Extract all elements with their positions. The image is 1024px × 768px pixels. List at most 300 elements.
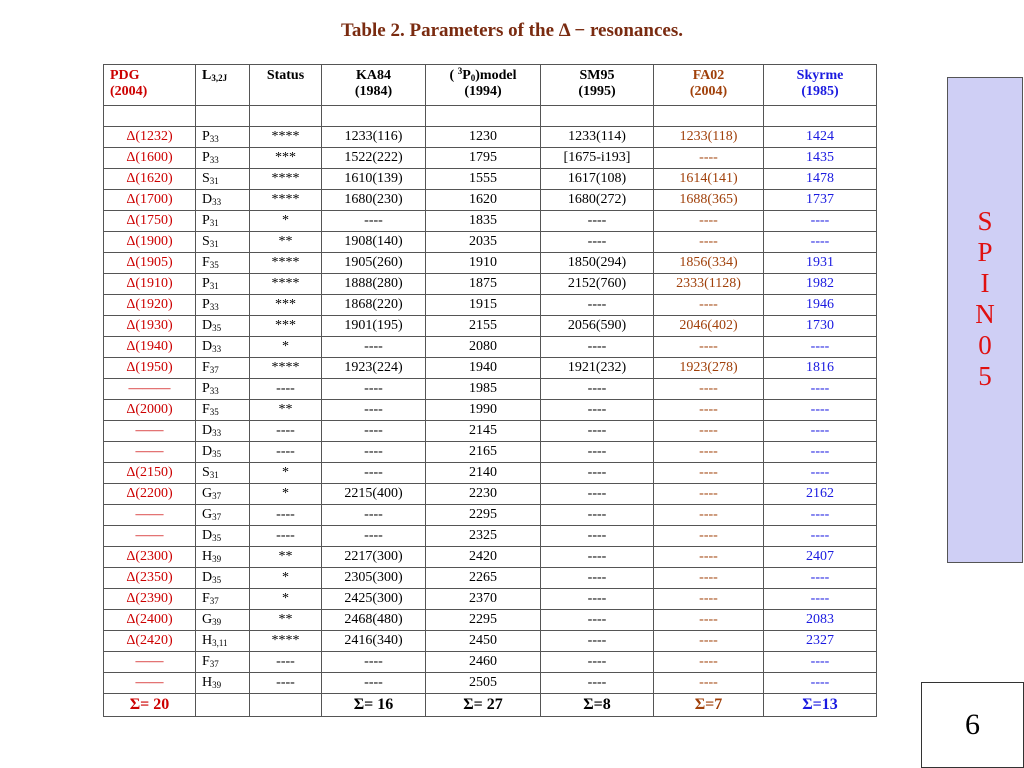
cell-p0-model: 2295 (426, 505, 541, 526)
cell-l (196, 568, 250, 589)
cell-skyrme: ---- (764, 211, 877, 232)
header-fa02-name: FA02 (692, 68, 725, 83)
cell-l (196, 673, 250, 694)
cell-sm95: 1850(294) (541, 253, 654, 274)
cell-l-main: P (202, 297, 210, 312)
table-row (104, 631, 877, 652)
cell-skyrme: 1730 (764, 316, 877, 337)
cell-status: **** (250, 169, 322, 190)
header-sm95-name: SM95 (579, 68, 615, 83)
cell-l-sub: 39 (212, 617, 222, 627)
cell-p0-model: 1620 (426, 190, 541, 211)
header-l-main: L (202, 68, 212, 83)
cell-status: * (250, 589, 322, 610)
cell-p0-model: 2265 (426, 568, 541, 589)
cell-status: **** (250, 190, 322, 211)
cell-p0-model: 2460 (426, 652, 541, 673)
cell-l-sub: 39 (212, 680, 222, 690)
cell-l-main: F (202, 360, 210, 375)
cell-status: ---- (250, 442, 322, 463)
cell-l-main: P (202, 129, 210, 144)
cell-l-sub: 33 (209, 302, 219, 312)
spin-letters (948, 206, 1022, 392)
cell-p0-model: 2370 (426, 589, 541, 610)
sum-skyrme: Σ=13 (764, 694, 877, 717)
table-row (104, 190, 877, 211)
cell-ka84: ---- (322, 337, 426, 358)
cell-l (196, 232, 250, 253)
cell-ka84: 2416(340) (322, 631, 426, 652)
cell-fa02: ---- (654, 652, 764, 673)
cell-l (196, 358, 250, 379)
sum-pdg: Σ= 20 (104, 694, 196, 717)
cell-fa02: ---- (654, 463, 764, 484)
cell-fa02: 1688(365) (654, 190, 764, 211)
cell-status: * (250, 337, 322, 358)
cell-ka84: ---- (322, 526, 426, 547)
cell-l (196, 169, 250, 190)
cell-l-main: F (202, 255, 210, 270)
cell-l (196, 337, 250, 358)
cell-ka84: 1901(195) (322, 316, 426, 337)
cell-p0-model: 2295 (426, 610, 541, 631)
cell-fa02: ---- (654, 337, 764, 358)
cell-l-main: H (202, 633, 213, 648)
spin-letter: I (980, 268, 990, 298)
header-l-sub: 3,2J (211, 73, 228, 83)
cell-l-sub: 37 (209, 365, 219, 375)
header-p0-sub: 0 (470, 73, 476, 83)
table-row (104, 295, 877, 316)
cell-fa02: ---- (654, 148, 764, 169)
cell-skyrme: 1816 (764, 358, 877, 379)
cell-l (196, 547, 250, 568)
cell-fa02: ---- (654, 610, 764, 631)
spin-letter: P (977, 237, 993, 267)
header-p0-year: (1994) (464, 84, 502, 99)
cell-p0-model: 1915 (426, 295, 541, 316)
cell-pdg: Δ(1950) (104, 358, 196, 379)
cell-l (196, 379, 250, 400)
cell-ka84: 1908(140) (322, 232, 426, 253)
spin-letter: 0 (978, 330, 992, 360)
header-skyrme-year: (1985) (801, 84, 839, 99)
cell-l (196, 505, 250, 526)
header-p0-sup: 3 (457, 66, 463, 76)
cell-pdg: Δ(2200) (104, 484, 196, 505)
cell-sm95: ---- (541, 232, 654, 253)
blank-cell (764, 106, 877, 127)
cell-sm95: 1617(108) (541, 169, 654, 190)
cell-fa02: ---- (654, 400, 764, 421)
cell-sm95: [1675-i193] (541, 148, 654, 169)
cell-skyrme: 1946 (764, 295, 877, 316)
cell-l (196, 400, 250, 421)
cell-sm95: ---- (541, 589, 654, 610)
cell-l-main: D (202, 318, 213, 333)
cell-p0-model: 1230 (426, 127, 541, 148)
cell-fa02: ---- (654, 232, 764, 253)
header-skyrme-name: Skyrme (796, 68, 844, 83)
header-fa02-year: (2004) (689, 84, 728, 99)
cell-l-main: P (202, 276, 210, 291)
cell-sm95: ---- (541, 421, 654, 442)
header-skyrme (764, 65, 877, 106)
cell-fa02: 2046(402) (654, 316, 764, 337)
cell-l-main: F (202, 591, 210, 606)
header-status-label: Status (266, 68, 305, 83)
cell-l (196, 316, 250, 337)
cell-skyrme: ---- (764, 400, 877, 421)
cell-l-sub: 35 (212, 449, 222, 459)
header-p0-model (426, 65, 541, 106)
cell-l-main: S (202, 465, 210, 480)
blank-cell (104, 106, 196, 127)
cell-l-main: D (202, 570, 213, 585)
cell-p0-model: 1555 (426, 169, 541, 190)
cell-ka84: ---- (322, 505, 426, 526)
cell-skyrme: ---- (764, 673, 877, 694)
cell-status: ** (250, 610, 322, 631)
header-l (196, 65, 250, 106)
cell-pdg: Δ(1750) (104, 211, 196, 232)
cell-pdg: —— (104, 421, 196, 442)
cell-l-sub: 37 (212, 512, 222, 522)
cell-pdg: Δ(2300) (104, 547, 196, 568)
cell-skyrme: 2083 (764, 610, 877, 631)
cell-l-main: D (202, 444, 213, 459)
cell-ka84: 1868(220) (322, 295, 426, 316)
cell-status: *** (250, 295, 322, 316)
cell-l-sub: 31 (209, 281, 219, 291)
table-row (104, 400, 877, 421)
cell-l-main: S (202, 234, 210, 249)
cell-sm95: 1921(232) (541, 358, 654, 379)
table-row (104, 337, 877, 358)
cell-fa02: ---- (654, 442, 764, 463)
spin-letter: N (975, 299, 995, 329)
cell-p0-model: 2080 (426, 337, 541, 358)
table-row (104, 379, 877, 400)
cell-ka84: 2425(300) (322, 589, 426, 610)
cell-sm95: 2152(760) (541, 274, 654, 295)
cell-ka84: 1680(230) (322, 190, 426, 211)
cell-l-sub: 33 (212, 344, 222, 354)
cell-status: ** (250, 547, 322, 568)
cell-skyrme: 1435 (764, 148, 877, 169)
cell-sm95: ---- (541, 547, 654, 568)
header-p0-post: )model (475, 68, 517, 83)
cell-p0-model: 1835 (426, 211, 541, 232)
cell-fa02: ---- (654, 631, 764, 652)
cell-l-main: H (202, 549, 213, 564)
cell-sm95: ---- (541, 568, 654, 589)
cell-ka84: ---- (322, 442, 426, 463)
header-status (250, 65, 322, 106)
cell-l-sub: 35 (209, 260, 219, 270)
cell-skyrme: 1982 (764, 274, 877, 295)
cell-l-sub: 33 (209, 155, 219, 165)
cell-fa02: ---- (654, 211, 764, 232)
blank-cell (322, 106, 426, 127)
cell-l-sub: 31 (209, 470, 219, 480)
cell-ka84: 2305(300) (322, 568, 426, 589)
blank-cell (426, 106, 541, 127)
cell-l-sub: 35 (209, 407, 219, 417)
cell-p0-model: 1795 (426, 148, 541, 169)
cell-fa02: ---- (654, 673, 764, 694)
cell-l (196, 211, 250, 232)
table-row (104, 169, 877, 190)
cell-sm95: ---- (541, 610, 654, 631)
table-row (104, 253, 877, 274)
spin-letter: 5 (978, 361, 992, 391)
cell-l-sub: 33 (212, 197, 222, 207)
cell-status: ** (250, 232, 322, 253)
cell-ka84: ---- (322, 400, 426, 421)
cell-fa02: ---- (654, 484, 764, 505)
cell-pdg: Δ(1920) (104, 295, 196, 316)
resonance-table (103, 64, 877, 717)
cell-status: **** (250, 253, 322, 274)
cell-ka84: ---- (322, 652, 426, 673)
cell-status: ---- (250, 673, 322, 694)
cell-status: **** (250, 631, 322, 652)
sum-fa02: Σ=7 (654, 694, 764, 717)
cell-sm95: ---- (541, 673, 654, 694)
cell-status: * (250, 568, 322, 589)
cell-skyrme: ---- (764, 589, 877, 610)
cell-p0-model: 1990 (426, 400, 541, 421)
cell-pdg: Δ(2350) (104, 568, 196, 589)
cell-sm95: ---- (541, 442, 654, 463)
cell-l-main: F (202, 654, 210, 669)
cell-l-main: D (202, 192, 213, 207)
table-row (104, 568, 877, 589)
cell-ka84: ---- (322, 211, 426, 232)
cell-pdg: ——— (104, 379, 196, 400)
header-ka84-year: (1984) (354, 84, 393, 99)
cell-pdg: —— (104, 673, 196, 694)
cell-status: ---- (250, 505, 322, 526)
cell-pdg: Δ(2420) (104, 631, 196, 652)
cell-l-main: F (202, 402, 210, 417)
cell-sm95: ---- (541, 295, 654, 316)
cell-p0-model: 2165 (426, 442, 541, 463)
cell-status: * (250, 211, 322, 232)
cell-fa02: ---- (654, 295, 764, 316)
cell-fa02: 1923(278) (654, 358, 764, 379)
cell-ka84: 2215(400) (322, 484, 426, 505)
cell-l-sub: 37 (209, 596, 219, 606)
cell-l-sub: 33 (209, 134, 219, 144)
table-row (104, 463, 877, 484)
cell-sm95: ---- (541, 631, 654, 652)
cell-l-sub: 3,11 (212, 638, 228, 648)
cell-ka84: ---- (322, 463, 426, 484)
cell-skyrme: ---- (764, 337, 877, 358)
cell-l-main: P (202, 381, 210, 396)
cell-pdg: —— (104, 442, 196, 463)
cell-p0-model: 1940 (426, 358, 541, 379)
table-row (104, 547, 877, 568)
cell-skyrme: 1424 (764, 127, 877, 148)
cell-status: ** (250, 400, 322, 421)
cell-p0-model: 2140 (426, 463, 541, 484)
cell-sm95: ---- (541, 484, 654, 505)
header-pdg-year: (2004) (110, 84, 148, 99)
spin-letter: S (977, 206, 993, 236)
cell-ka84: 1233(116) (322, 127, 426, 148)
cell-p0-model: 2450 (426, 631, 541, 652)
table-row (104, 526, 877, 547)
cell-l (196, 442, 250, 463)
cell-sm95: ---- (541, 526, 654, 547)
cell-status: *** (250, 148, 322, 169)
cell-p0-model: 2035 (426, 232, 541, 253)
table-row (104, 421, 877, 442)
cell-l (196, 484, 250, 505)
cell-skyrme: 1931 (764, 253, 877, 274)
cell-status: *** (250, 316, 322, 337)
cell-l-sub: 31 (209, 239, 219, 249)
table-row (104, 127, 877, 148)
cell-l (196, 589, 250, 610)
cell-l-main: P (202, 150, 210, 165)
cell-l (196, 421, 250, 442)
cell-pdg: Δ(1910) (104, 274, 196, 295)
cell-status: ---- (250, 421, 322, 442)
cell-l-sub: 31 (209, 218, 219, 228)
cell-l-main: G (202, 612, 213, 627)
cell-l-main: P (202, 213, 210, 228)
table-row (104, 148, 877, 169)
cell-l-sub: 39 (212, 554, 222, 564)
cell-p0-model: 2145 (426, 421, 541, 442)
cell-pdg: Δ(2000) (104, 400, 196, 421)
blank-cell (250, 106, 322, 127)
table-row (104, 610, 877, 631)
cell-status: ---- (250, 526, 322, 547)
cell-skyrme: 2162 (764, 484, 877, 505)
cell-pdg: Δ(2150) (104, 463, 196, 484)
table-row (104, 316, 877, 337)
cell-fa02: ---- (654, 421, 764, 442)
cell-pdg: Δ(2400) (104, 610, 196, 631)
cell-pdg: Δ(1600) (104, 148, 196, 169)
cell-fa02: ---- (654, 589, 764, 610)
cell-ka84: 2468(480) (322, 610, 426, 631)
blank-cell (196, 106, 250, 127)
cell-sm95: 1680(272) (541, 190, 654, 211)
cell-l (196, 274, 250, 295)
cell-p0-model: 1985 (426, 379, 541, 400)
header-pdg (104, 65, 196, 106)
table-row (104, 442, 877, 463)
cell-fa02: ---- (654, 547, 764, 568)
cell-l-sub: 35 (212, 323, 222, 333)
cell-skyrme: 1737 (764, 190, 877, 211)
cell-fa02: 1614(141) (654, 169, 764, 190)
cell-l (196, 190, 250, 211)
cell-ka84: ---- (322, 673, 426, 694)
header-p0-main: P (462, 68, 471, 83)
cell-fa02: ---- (654, 568, 764, 589)
sum-sm95: Σ=8 (541, 694, 654, 717)
cell-sm95: 2056(590) (541, 316, 654, 337)
cell-fa02: 2333(1128) (654, 274, 764, 295)
cell-l-sub: 35 (212, 575, 222, 585)
cell-ka84: 1923(224) (322, 358, 426, 379)
cell-sm95: ---- (541, 463, 654, 484)
cell-l-sub: 31 (209, 176, 219, 186)
cell-l (196, 295, 250, 316)
cell-pdg: Δ(1700) (104, 190, 196, 211)
cell-l (196, 610, 250, 631)
header-p0-pre: ( (449, 68, 458, 83)
cell-skyrme: ---- (764, 442, 877, 463)
cell-status: ---- (250, 379, 322, 400)
sum-ka84: Σ= 16 (322, 694, 426, 717)
blank-cell (541, 106, 654, 127)
cell-skyrme: 2407 (764, 547, 877, 568)
cell-pdg: Δ(2390) (104, 589, 196, 610)
cell-sm95: 1233(114) (541, 127, 654, 148)
cell-sm95: ---- (541, 211, 654, 232)
cell-p0-model: 1910 (426, 253, 541, 274)
cell-ka84: 1905(260) (322, 253, 426, 274)
header-sm95 (541, 65, 654, 106)
cell-skyrme: ---- (764, 568, 877, 589)
cell-ka84: 2217(300) (322, 547, 426, 568)
cell-status: ---- (250, 652, 322, 673)
blank-cell (654, 106, 764, 127)
cell-pdg: Δ(1930) (104, 316, 196, 337)
blank-row (104, 106, 877, 127)
cell-l-main: D (202, 339, 213, 354)
sum-l (196, 694, 250, 717)
cell-status: **** (250, 274, 322, 295)
cell-ka84: ---- (322, 421, 426, 442)
cell-status: **** (250, 127, 322, 148)
cell-skyrme: ---- (764, 421, 877, 442)
table-row (104, 211, 877, 232)
page-number: 6 (921, 682, 1024, 768)
table-row (104, 274, 877, 295)
cell-p0-model: 2155 (426, 316, 541, 337)
cell-ka84: 1888(280) (322, 274, 426, 295)
header-sm95-year: (1995) (578, 84, 616, 99)
cell-l (196, 652, 250, 673)
cell-sm95: ---- (541, 379, 654, 400)
cell-pdg: Δ(1620) (104, 169, 196, 190)
cell-l-sub: 33 (209, 386, 219, 396)
sum-status (250, 694, 322, 717)
sum-row (104, 694, 877, 717)
cell-skyrme: 1478 (764, 169, 877, 190)
cell-pdg: —— (104, 505, 196, 526)
cell-ka84: ---- (322, 379, 426, 400)
cell-p0-model: 2420 (426, 547, 541, 568)
cell-pdg: —— (104, 652, 196, 673)
cell-pdg: Δ(1900) (104, 232, 196, 253)
cell-l-sub: 37 (212, 491, 222, 501)
cell-l-main: D (202, 423, 213, 438)
cell-fa02: 1856(334) (654, 253, 764, 274)
table-row (104, 505, 877, 526)
table-row (104, 232, 877, 253)
spin-side-panel (947, 77, 1023, 563)
